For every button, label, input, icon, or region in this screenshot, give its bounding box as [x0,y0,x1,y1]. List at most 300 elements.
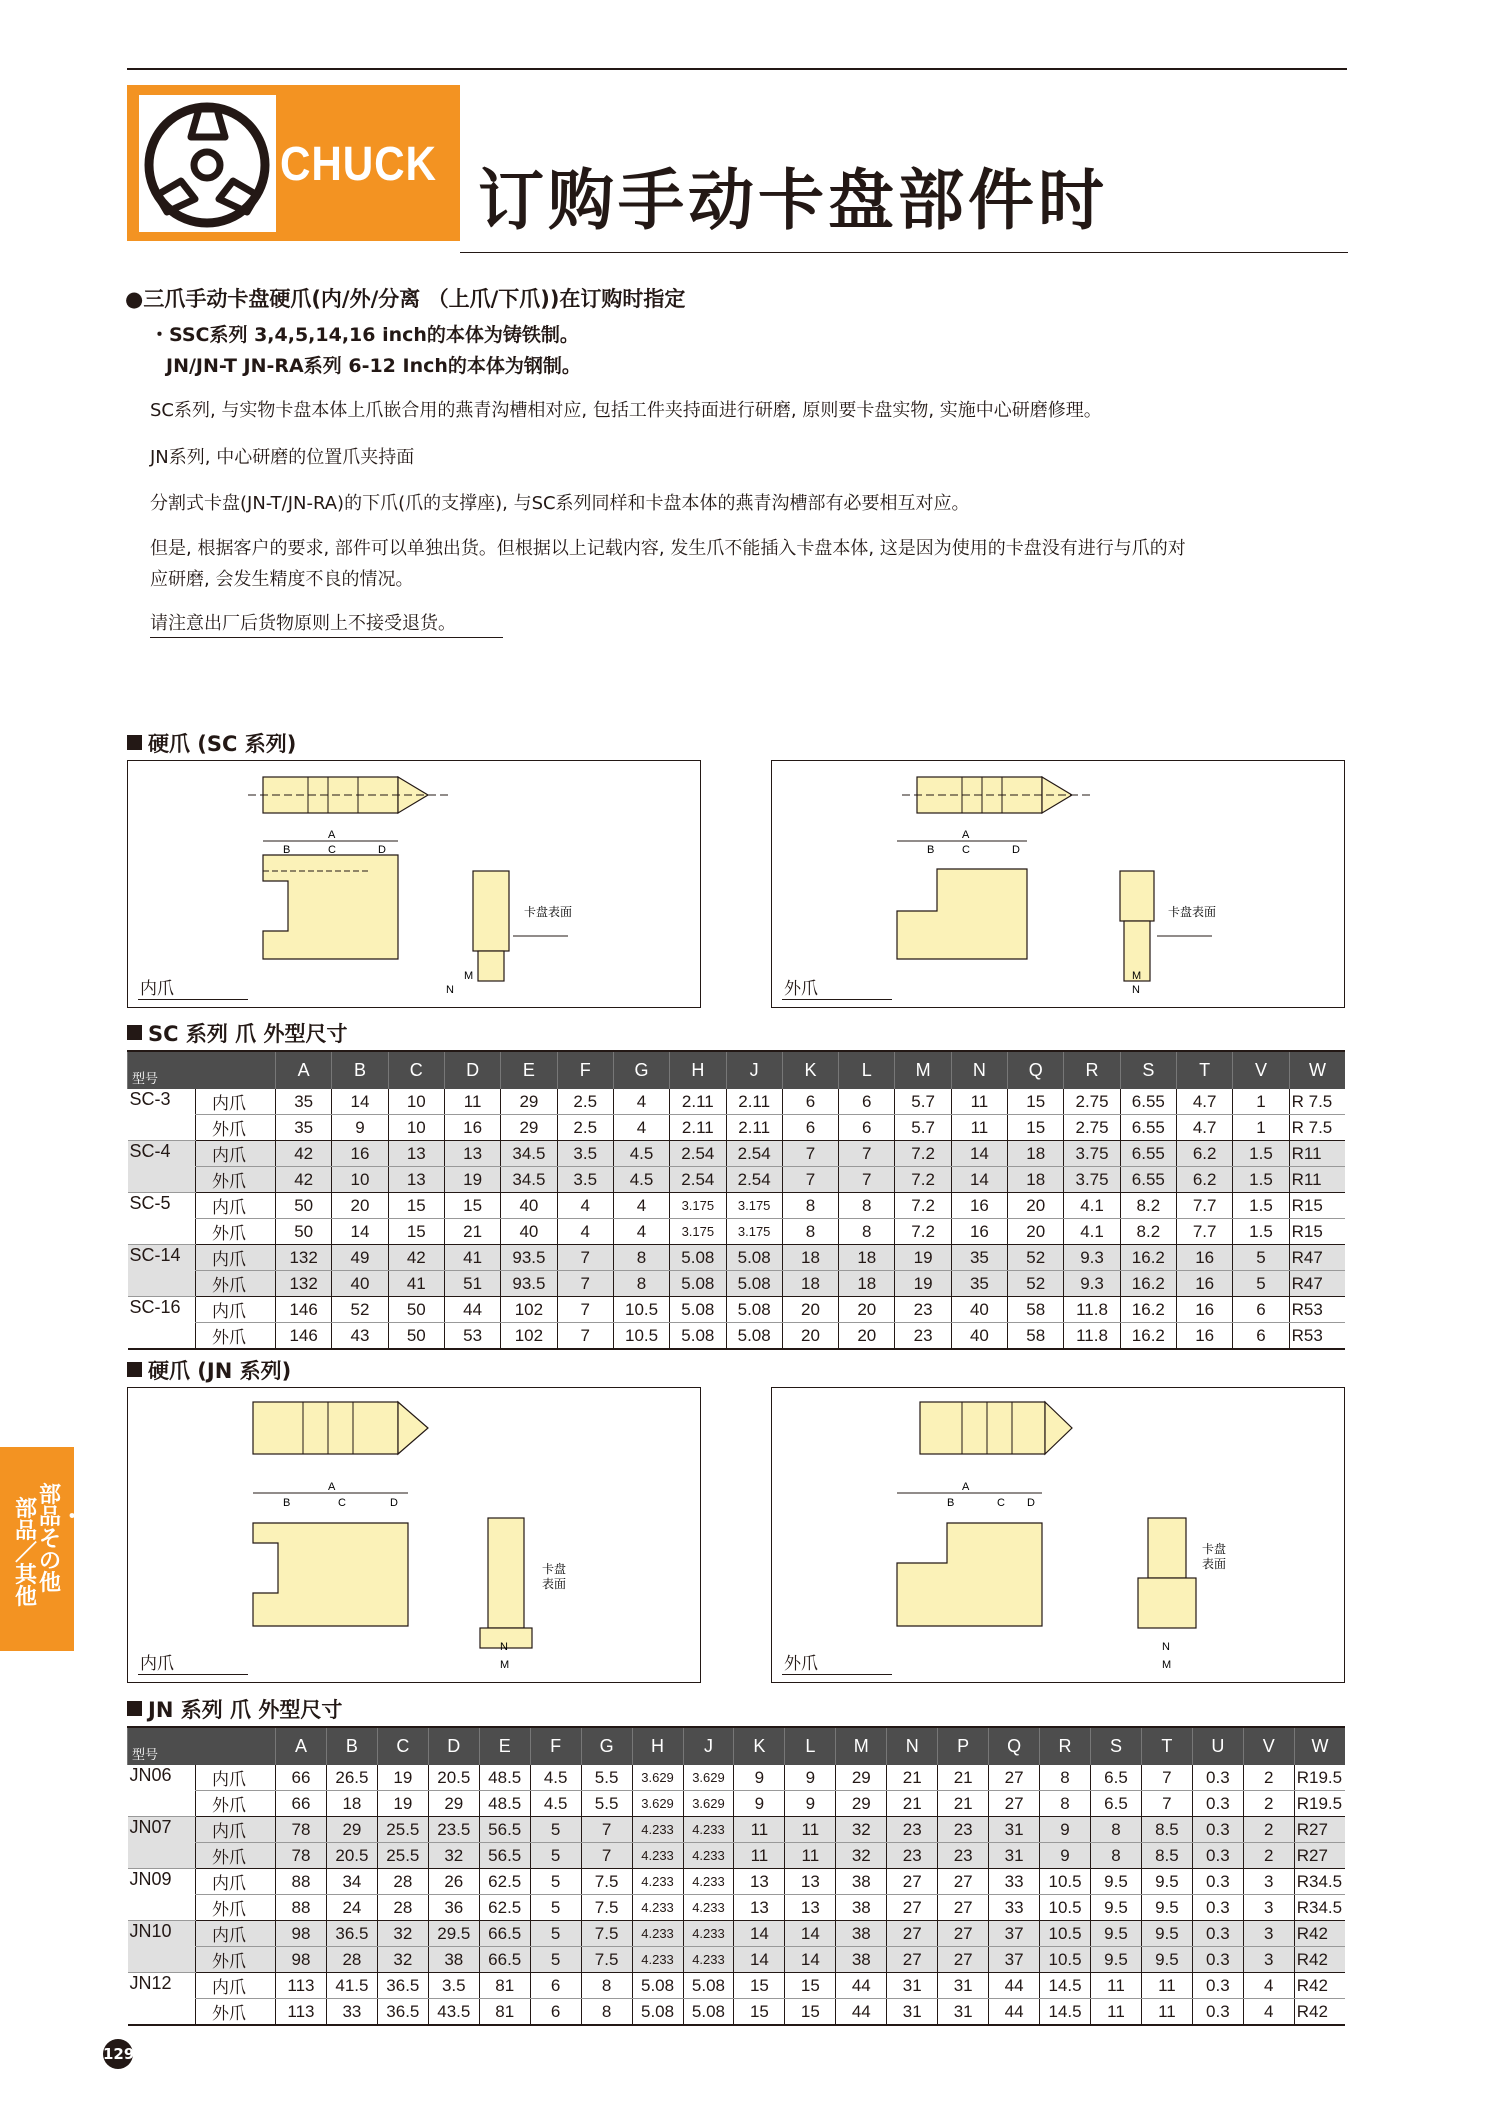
value-cell: 23 [895,1323,951,1350]
column-header-v: V [1233,1051,1289,1089]
value-cell: 3.629 [683,1791,734,1817]
value-cell: 4.233 [632,1817,683,1843]
model-cell: SC-14 [128,1245,196,1297]
value-cell: 5.08 [726,1297,782,1323]
value-cell: 11 [785,1817,836,1843]
table-row [128,1973,1346,1999]
value-cell: 15 [785,1999,836,2026]
column-header-u: U [1192,1727,1243,1765]
value-cell: 32 [377,1921,428,1947]
value-cell: 33 [989,1869,1040,1895]
value-cell: 1.5 [1233,1219,1289,1245]
value-cell: 19 [895,1271,951,1297]
value-cell: 7.2 [895,1219,951,1245]
value-cell: 51 [444,1271,500,1297]
value-cell: 10 [332,1167,388,1193]
value-cell: 31 [938,1999,989,2026]
jaw-type-cell: 内爪 [196,1921,276,1947]
value-cell: 7.2 [895,1141,951,1167]
notice-underline [150,637,503,638]
model-header: 型号 [128,1727,276,1765]
value-cell: 19 [377,1791,428,1817]
value-cell: 20.5 [326,1843,377,1869]
value-cell: 4 [1243,1973,1294,1999]
intro-para1: SC系列, 与实物卡盘本体上爪嵌合用的燕青沟槽相对应, 包括工件夹持面进行研磨, 原则要卡盘实物, 实施中心研磨修理。 [150,400,1102,421]
value-cell: R15 [1289,1193,1345,1219]
value-cell: 8 [839,1193,895,1219]
column-header-j: J [726,1051,782,1089]
value-cell: 9.5 [1091,1895,1142,1921]
value-cell: 2 [1243,1817,1294,1843]
value-cell: 7 [557,1271,613,1297]
value-cell: 34 [326,1869,377,1895]
value-cell: 9 [734,1765,785,1791]
model-header: 型号 [128,1051,276,1089]
column-header-p: P [938,1727,989,1765]
value-cell: 14 [951,1141,1007,1167]
value-cell: 20 [1008,1193,1064,1219]
jaw-type-cell: 内爪 [196,1869,276,1895]
value-cell: 3.5 [557,1141,613,1167]
jn-outer-jaw-drawing [771,1387,1345,1683]
value-cell: 38 [836,1869,887,1895]
column-header-w: W [1289,1051,1345,1089]
value-cell: 7.5 [581,1947,632,1973]
value-cell: 10.5 [1040,1921,1091,1947]
jn-drawings-heading: 硬爪 (JN 系列) [127,1355,291,1385]
column-header-t: T [1177,1051,1233,1089]
table-row [128,1869,1346,1895]
table-row [128,1245,1346,1271]
value-cell: 53 [444,1323,500,1350]
value-cell: 6 [530,1973,581,1999]
column-header-w: W [1294,1727,1345,1765]
value-cell: 1.5 [1233,1167,1289,1193]
svg-text:N: N [1162,1641,1170,1653]
sc-inner-jaw-drawing [127,760,701,1008]
value-cell: R27 [1294,1817,1345,1843]
value-cell: 58 [1008,1323,1064,1350]
value-cell: 4 [557,1219,613,1245]
value-cell: 20 [782,1323,838,1350]
value-cell: 8 [782,1193,838,1219]
page-number: 129 [103,2039,133,2069]
value-cell: 29 [501,1115,557,1141]
column-header-k: K [734,1727,785,1765]
value-cell: 9 [734,1791,785,1817]
svg-text:卡盘: 卡盘 [542,1562,567,1576]
table-row [128,1895,1346,1921]
jaw-type-cell: 外爪 [196,1167,276,1193]
value-cell: 21 [938,1791,989,1817]
value-cell: 10 [388,1115,444,1141]
jaw-type-cell: 内爪 [196,1973,276,1999]
chuck-face-label: 卡盘表面 [524,905,573,919]
value-cell: 14 [951,1167,1007,1193]
value-cell: R42 [1294,1921,1345,1947]
value-cell: 7.5 [581,1895,632,1921]
value-cell: 27 [887,1869,938,1895]
column-header-b: B [326,1727,377,1765]
value-cell: 2 [1243,1791,1294,1817]
value-cell: 15 [388,1219,444,1245]
value-cell: 14 [332,1219,388,1245]
svg-text:表面: 表面 [542,1577,567,1591]
value-cell: 4.1 [1064,1219,1120,1245]
value-cell: 13 [734,1869,785,1895]
jaw-type-cell: 外爪 [196,1219,276,1245]
jaw-type-cell: 内爪 [196,1141,276,1167]
value-cell: 26 [428,1869,479,1895]
svg-text:B: B [283,844,291,856]
value-cell: 9.3 [1064,1245,1120,1271]
value-cell: 44 [989,1999,1040,2026]
jaw-type-cell: 外爪 [196,1895,276,1921]
value-cell: 5 [530,1947,581,1973]
value-cell: 16 [1177,1323,1233,1350]
value-cell: 20 [1008,1219,1064,1245]
column-header-l: L [785,1727,836,1765]
value-cell: 15 [734,1973,785,1999]
svg-text:A: A [328,1481,336,1493]
column-header-r: R [1064,1051,1120,1089]
sc-table-heading: SC 系列 爪 外型尺寸 [127,1018,347,1048]
value-cell: 113 [276,1999,327,2026]
value-cell: 66.5 [479,1947,530,1973]
value-cell: 2.54 [670,1167,726,1193]
value-cell: 88 [276,1869,327,1895]
outer-jaw-label: 外爪 [784,1654,818,1674]
value-cell: 33 [326,1999,377,2026]
column-header-f: F [530,1727,581,1765]
value-cell: 3.175 [670,1193,726,1219]
value-cell: 34.5 [501,1167,557,1193]
value-cell: 9.5 [1141,1947,1192,1973]
value-cell: 4.233 [683,1921,734,1947]
value-cell: 5.08 [726,1271,782,1297]
value-cell: 0.3 [1192,1817,1243,1843]
value-cell: 10 [388,1089,444,1115]
value-cell: 38 [836,1921,887,1947]
value-cell: 27 [938,1921,989,1947]
value-cell: 78 [276,1843,327,1869]
value-cell: 13 [444,1141,500,1167]
value-cell: 20 [782,1297,838,1323]
value-cell: 20 [332,1193,388,1219]
value-cell: R53 [1289,1297,1345,1323]
value-cell: R 7.5 [1289,1115,1345,1141]
value-cell: 5 [1233,1245,1289,1271]
value-cell: 2.5 [557,1115,613,1141]
value-cell: 13 [785,1869,836,1895]
value-cell: 42 [276,1141,332,1167]
value-cell: 11 [1091,1973,1142,1999]
column-header-n: N [951,1051,1007,1089]
value-cell: 2.11 [726,1115,782,1141]
value-cell: 13 [785,1895,836,1921]
jaw-type-cell: 外爪 [196,1791,276,1817]
jaw-type-cell: 外爪 [196,1843,276,1869]
column-header-t: T [1141,1727,1192,1765]
value-cell: 35 [276,1115,332,1141]
svg-text:C: C [338,1497,346,1509]
svg-text:D: D [390,1497,398,1509]
value-cell: 28 [377,1895,428,1921]
value-cell: 4 [613,1115,669,1141]
value-cell: 6.55 [1120,1089,1176,1115]
value-cell: 56.5 [479,1817,530,1843]
model-cell: JN06 [128,1765,196,1817]
value-cell: 42 [276,1167,332,1193]
value-cell: 6.55 [1120,1141,1176,1167]
column-header-m: M [836,1727,887,1765]
svg-text:C: C [997,1497,1005,1509]
value-cell: 29 [836,1765,887,1791]
value-cell: 10.5 [613,1297,669,1323]
svg-text:表面: 表面 [1202,1557,1227,1571]
model-cell: JN10 [128,1921,196,1973]
value-cell: 9.5 [1141,1869,1192,1895]
value-cell: 4.233 [683,1895,734,1921]
value-cell: 16 [1177,1245,1233,1271]
value-cell: 1.5 [1233,1141,1289,1167]
value-cell: 27 [887,1895,938,1921]
model-cell: JN07 [128,1817,196,1869]
value-cell: 66.5 [479,1921,530,1947]
value-cell: 2 [1243,1765,1294,1791]
jaw-type-cell: 外爪 [196,1271,276,1297]
value-cell: 7 [1141,1765,1192,1791]
value-cell: 16 [332,1141,388,1167]
value-cell: 29 [501,1089,557,1115]
svg-text:A: A [962,1481,970,1493]
value-cell: 18 [1008,1167,1064,1193]
jn-table-heading: JN 系列 爪 外型尺寸 [127,1694,342,1724]
value-cell: 27 [989,1791,1040,1817]
sc-drawings-heading: 硬爪 (SC 系列) [127,728,296,758]
value-cell: 5.5 [581,1765,632,1791]
value-cell: 15 [388,1193,444,1219]
value-cell: 81 [479,1999,530,2026]
value-cell: 6 [839,1089,895,1115]
jaw-type-cell: 内爪 [196,1089,276,1115]
value-cell: 29.5 [428,1921,479,1947]
table-row [128,1817,1346,1843]
value-cell: 5.08 [632,1999,683,2026]
value-cell: 3 [1243,1947,1294,1973]
value-cell: 4.5 [613,1167,669,1193]
value-cell: 3.5 [428,1973,479,1999]
value-cell: 27 [887,1921,938,1947]
value-cell: 15 [1008,1089,1064,1115]
value-cell: R47 [1289,1245,1345,1271]
value-cell: 2.54 [670,1141,726,1167]
value-cell: 93.5 [501,1245,557,1271]
value-cell: 8 [839,1219,895,1245]
value-cell: 16.2 [1120,1323,1176,1350]
value-cell: 26.5 [326,1765,377,1791]
column-header-r: R [1040,1727,1091,1765]
value-cell: 5 [530,1817,581,1843]
model-cell: JN09 [128,1869,196,1921]
value-cell: 16 [1177,1297,1233,1323]
svg-text:B: B [283,1497,291,1509]
value-cell: 20 [839,1297,895,1323]
svg-text:C: C [962,844,970,856]
jaw-type-cell: 内爪 [196,1245,276,1271]
value-cell: 2 [1243,1843,1294,1869]
table-row [128,1141,1346,1167]
value-cell: 2.11 [726,1089,782,1115]
side-tab-line1: 部品・その他 [39,1483,84,1596]
value-cell: 11 [734,1817,785,1843]
value-cell: 2.54 [726,1167,782,1193]
table-row [128,1297,1346,1323]
value-cell: 16 [444,1115,500,1141]
value-cell: 102 [501,1297,557,1323]
value-cell: 32 [377,1947,428,1973]
value-cell: 48.5 [479,1791,530,1817]
value-cell: 41 [388,1271,444,1297]
value-cell: 10.5 [1040,1869,1091,1895]
outer-jaw-label: 外爪 [784,979,818,999]
column-header-s: S [1120,1051,1176,1089]
jaw-type-cell: 内爪 [196,1193,276,1219]
value-cell: 16 [1177,1271,1233,1297]
value-cell: R47 [1289,1271,1345,1297]
value-cell: 9.5 [1091,1869,1142,1895]
value-cell: 6.55 [1120,1115,1176,1141]
value-cell: 5.08 [670,1245,726,1271]
column-header-f: F [557,1051,613,1089]
intro-para4b: 应研磨, 会发生精度不良的情况。 [150,569,414,590]
value-cell: 0.3 [1192,1947,1243,1973]
value-cell: 33 [989,1895,1040,1921]
value-cell: 4.233 [683,1947,734,1973]
jaw-type-cell: 外爪 [196,1323,276,1350]
value-cell: 6 [839,1115,895,1141]
value-cell: 25.5 [377,1817,428,1843]
value-cell: R27 [1294,1843,1345,1869]
value-cell: 23 [938,1843,989,1869]
value-cell: 40 [951,1297,1007,1323]
value-cell: 11 [785,1843,836,1869]
value-cell: 4.233 [683,1817,734,1843]
value-cell: 3.5 [557,1167,613,1193]
jn-dimension-table [127,1726,1345,2026]
value-cell: R15 [1289,1219,1345,1245]
value-cell: R42 [1294,1947,1345,1973]
intro-para4a: 但是, 根据客户的要求, 部件可以单独出货。但根据以上记载内容, 发生爪不能插入卡盘本体, 这是因为使用的卡盘没有进行与爪的对 [150,538,1186,559]
value-cell: 40 [332,1271,388,1297]
value-cell: 7 [1141,1791,1192,1817]
intro-sub1: ・SSC系列 3,4,5,14,16 inch的本体为铸铁制。 [150,324,579,346]
column-header-n: N [887,1727,938,1765]
value-cell: 0.3 [1192,1869,1243,1895]
value-cell: 6 [530,1999,581,2026]
column-header-e: E [501,1051,557,1089]
value-cell: 7.7 [1177,1193,1233,1219]
value-cell: 9.5 [1091,1947,1142,1973]
value-cell: 11 [444,1089,500,1115]
model-cell: SC-5 [128,1193,196,1245]
value-cell: 3.175 [726,1193,782,1219]
value-cell: 10.5 [1040,1895,1091,1921]
value-cell: 7.7 [1177,1219,1233,1245]
value-cell: 5.08 [683,1973,734,1999]
column-header-b: B [332,1051,388,1089]
value-cell: 2.75 [1064,1115,1120,1141]
value-cell: R11 [1289,1167,1345,1193]
value-cell: 3.629 [632,1765,683,1791]
value-cell: 7 [557,1245,613,1271]
jn-inner-jaw-drawing [127,1387,701,1683]
value-cell: 7 [839,1141,895,1167]
value-cell: 1 [1233,1115,1289,1141]
value-cell: 52 [1008,1271,1064,1297]
value-cell: 16.2 [1120,1245,1176,1271]
value-cell: 52 [332,1297,388,1323]
value-cell: 9 [1040,1843,1091,1869]
value-cell: 0.3 [1192,1973,1243,1999]
value-cell: 4 [613,1089,669,1115]
value-cell: 0.3 [1192,1895,1243,1921]
value-cell: 19 [444,1167,500,1193]
value-cell: 14.5 [1040,1999,1091,2026]
value-cell: 8 [1091,1817,1142,1843]
value-cell: 13 [388,1167,444,1193]
value-cell: 21 [887,1791,938,1817]
column-header-s: S [1091,1727,1142,1765]
value-cell: 16 [951,1193,1007,1219]
value-cell: 29 [428,1791,479,1817]
value-cell: 9.5 [1141,1921,1192,1947]
value-cell: 40 [501,1193,557,1219]
value-cell: 11 [951,1115,1007,1141]
value-cell: 113 [276,1973,327,1999]
value-cell: 28 [377,1869,428,1895]
value-cell: 3.175 [726,1219,782,1245]
value-cell: 0.3 [1192,1765,1243,1791]
value-cell: 5.08 [670,1323,726,1350]
value-cell: 31 [938,1973,989,1999]
value-cell: 11 [734,1843,785,1869]
svg-text:C: C [328,844,336,856]
value-cell: 4.7 [1177,1089,1233,1115]
value-cell: R42 [1294,1999,1345,2026]
svg-text:D: D [378,844,386,856]
value-cell: 4.5 [530,1765,581,1791]
value-cell: 98 [276,1947,327,1973]
value-cell: 5 [1233,1271,1289,1297]
svg-text:M: M [464,970,474,982]
value-cell: 7 [839,1167,895,1193]
table-row [128,1219,1346,1245]
value-cell: 8 [1040,1765,1091,1791]
value-cell: 4 [613,1193,669,1219]
value-cell: 18 [782,1245,838,1271]
svg-text:A: A [328,829,336,841]
value-cell: 50 [276,1193,332,1219]
value-cell: 50 [388,1323,444,1350]
value-cell: 7.5 [581,1921,632,1947]
value-cell: 18 [1008,1141,1064,1167]
value-cell: 8 [613,1271,669,1297]
value-cell: 11 [951,1089,1007,1115]
value-cell: 29 [326,1817,377,1843]
table-row [128,1089,1346,1115]
value-cell: 23 [938,1817,989,1843]
